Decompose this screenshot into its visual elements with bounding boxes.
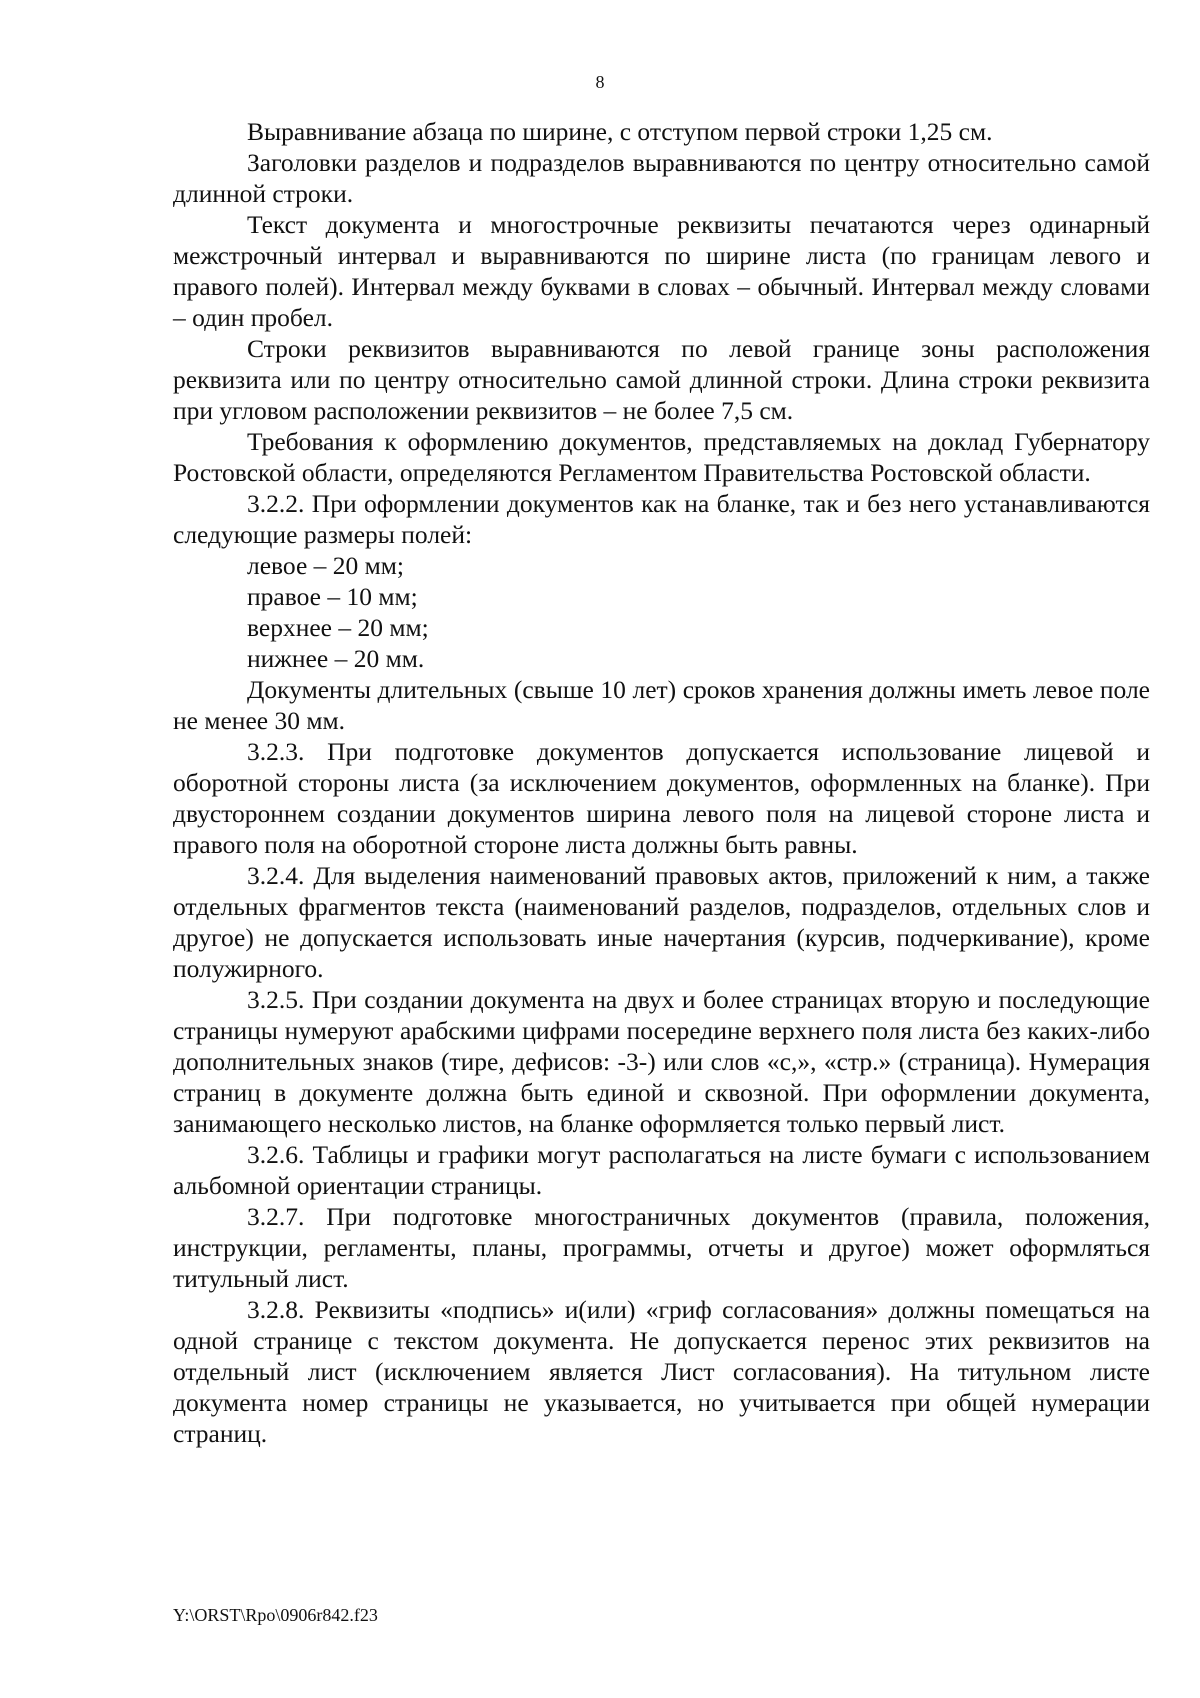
paragraph-headings: Заголовки разделов и подразделов выравниваются по центру относительно самой длинной строки. (173, 148, 1150, 208)
paragraph-text-spacing: Текст документа и многострочные реквизиты печатаются через одинарный межстрочный интервал и выравниваются по ширине листа (по границам левого и правого полей). Интервал между буквами в словах – обычный. Интервал между словами – один пробел. (173, 210, 1150, 332)
paragraph-3-2-7: 3.2.7. При подготовке многостраничных документов (правила, положения, инструкции, регламенты, планы, программы, отчеты и другое) может оформляться титульный лист. (173, 1202, 1150, 1293)
page-number: 8 (595, 72, 605, 92)
margin-left-item: левое – 20 мм; (247, 551, 405, 580)
document-body (173, 116, 1150, 1449)
paragraph-3-2-2: 3.2.2. При оформлении документов как на бланке, так и без него устанавливаются следующие размеры полей: (173, 489, 1150, 549)
paragraph-governor-requirements: Требования к оформлению документов, представляемых на доклад Губернатору Ростовской области, определяются Регламентом Правительства Ростовской области. (173, 427, 1150, 487)
paragraph-requisite-lines: Строки реквизитов выравниваются по левой границе зоны расположения реквизита или по центру относительно самой длинной строки. Длина строки реквизита при угловом расположении реквизитов – не более 7,5 см. (173, 334, 1150, 425)
margin-bottom-item: нижнее – 20 мм. (247, 644, 425, 673)
margin-top-item: верхнее – 20 мм; (247, 613, 429, 642)
paragraph-3-2-4: 3.2.4. Для выделения наименований правовых актов, приложений к ним, а также отдельных фрагментов текста (наименований разделов, подразделов, отдельных слов и другое) не допускается использовать иные начертания (курсив, подчеркивание), кроме полужирного. (173, 861, 1150, 983)
paragraph-3-2-5: 3.2.5. При создании документа на двух и более страницах вторую и последующие страницы нумеруют арабскими цифрами посередине верхнего поля листа без каких-либо дополнительных знаков (тире, дефисов: -3-) или слов «с,», «стр.» (страница). Нумерация страниц в документе должна быть единой и сквозной. При оформлении документа, занимающего несколько листов, на бланке оформляется только первый лист. (173, 985, 1150, 1138)
paragraph-3-2-3: 3.2.3. При подготовке документов допускается использование лицевой и оборотной стороны листа (за исключением документов, оформленных на бланке). При двустороннем создании документов ширина левого поля на лицевой стороне листа и правого поля на оборотной стороне листа должны быть равны. (173, 737, 1150, 859)
paragraph-alignment: Выравнивание абзаца по ширине, с отступом первой строки 1,25 см. (247, 117, 993, 146)
paragraph-3-2-6: 3.2.6. Таблицы и графики могут располагаться на листе бумаги с использованием альбомной ориентации страницы. (173, 1140, 1150, 1200)
footer-file-path: Y:\ORST\Rpo\0906r842.f23 (173, 1605, 378, 1625)
margin-right-item: правое – 10 мм; (247, 582, 418, 611)
paragraph-long-storage: Документы длительных (свыше 10 лет) сроков хранения должны иметь левое поле не менее 30 мм. (173, 675, 1150, 735)
paragraph-3-2-8: 3.2.8. Реквизиты «подпись» и(или) «гриф согласования» должны помещаться на одной странице с текстом документа. Не допускается перенос этих реквизитов на отдельный лист (исключением является Лист согласования). На титульном листе документа номер страницы не указывается, но учитывается при общей нумерации страниц. (173, 1295, 1150, 1448)
